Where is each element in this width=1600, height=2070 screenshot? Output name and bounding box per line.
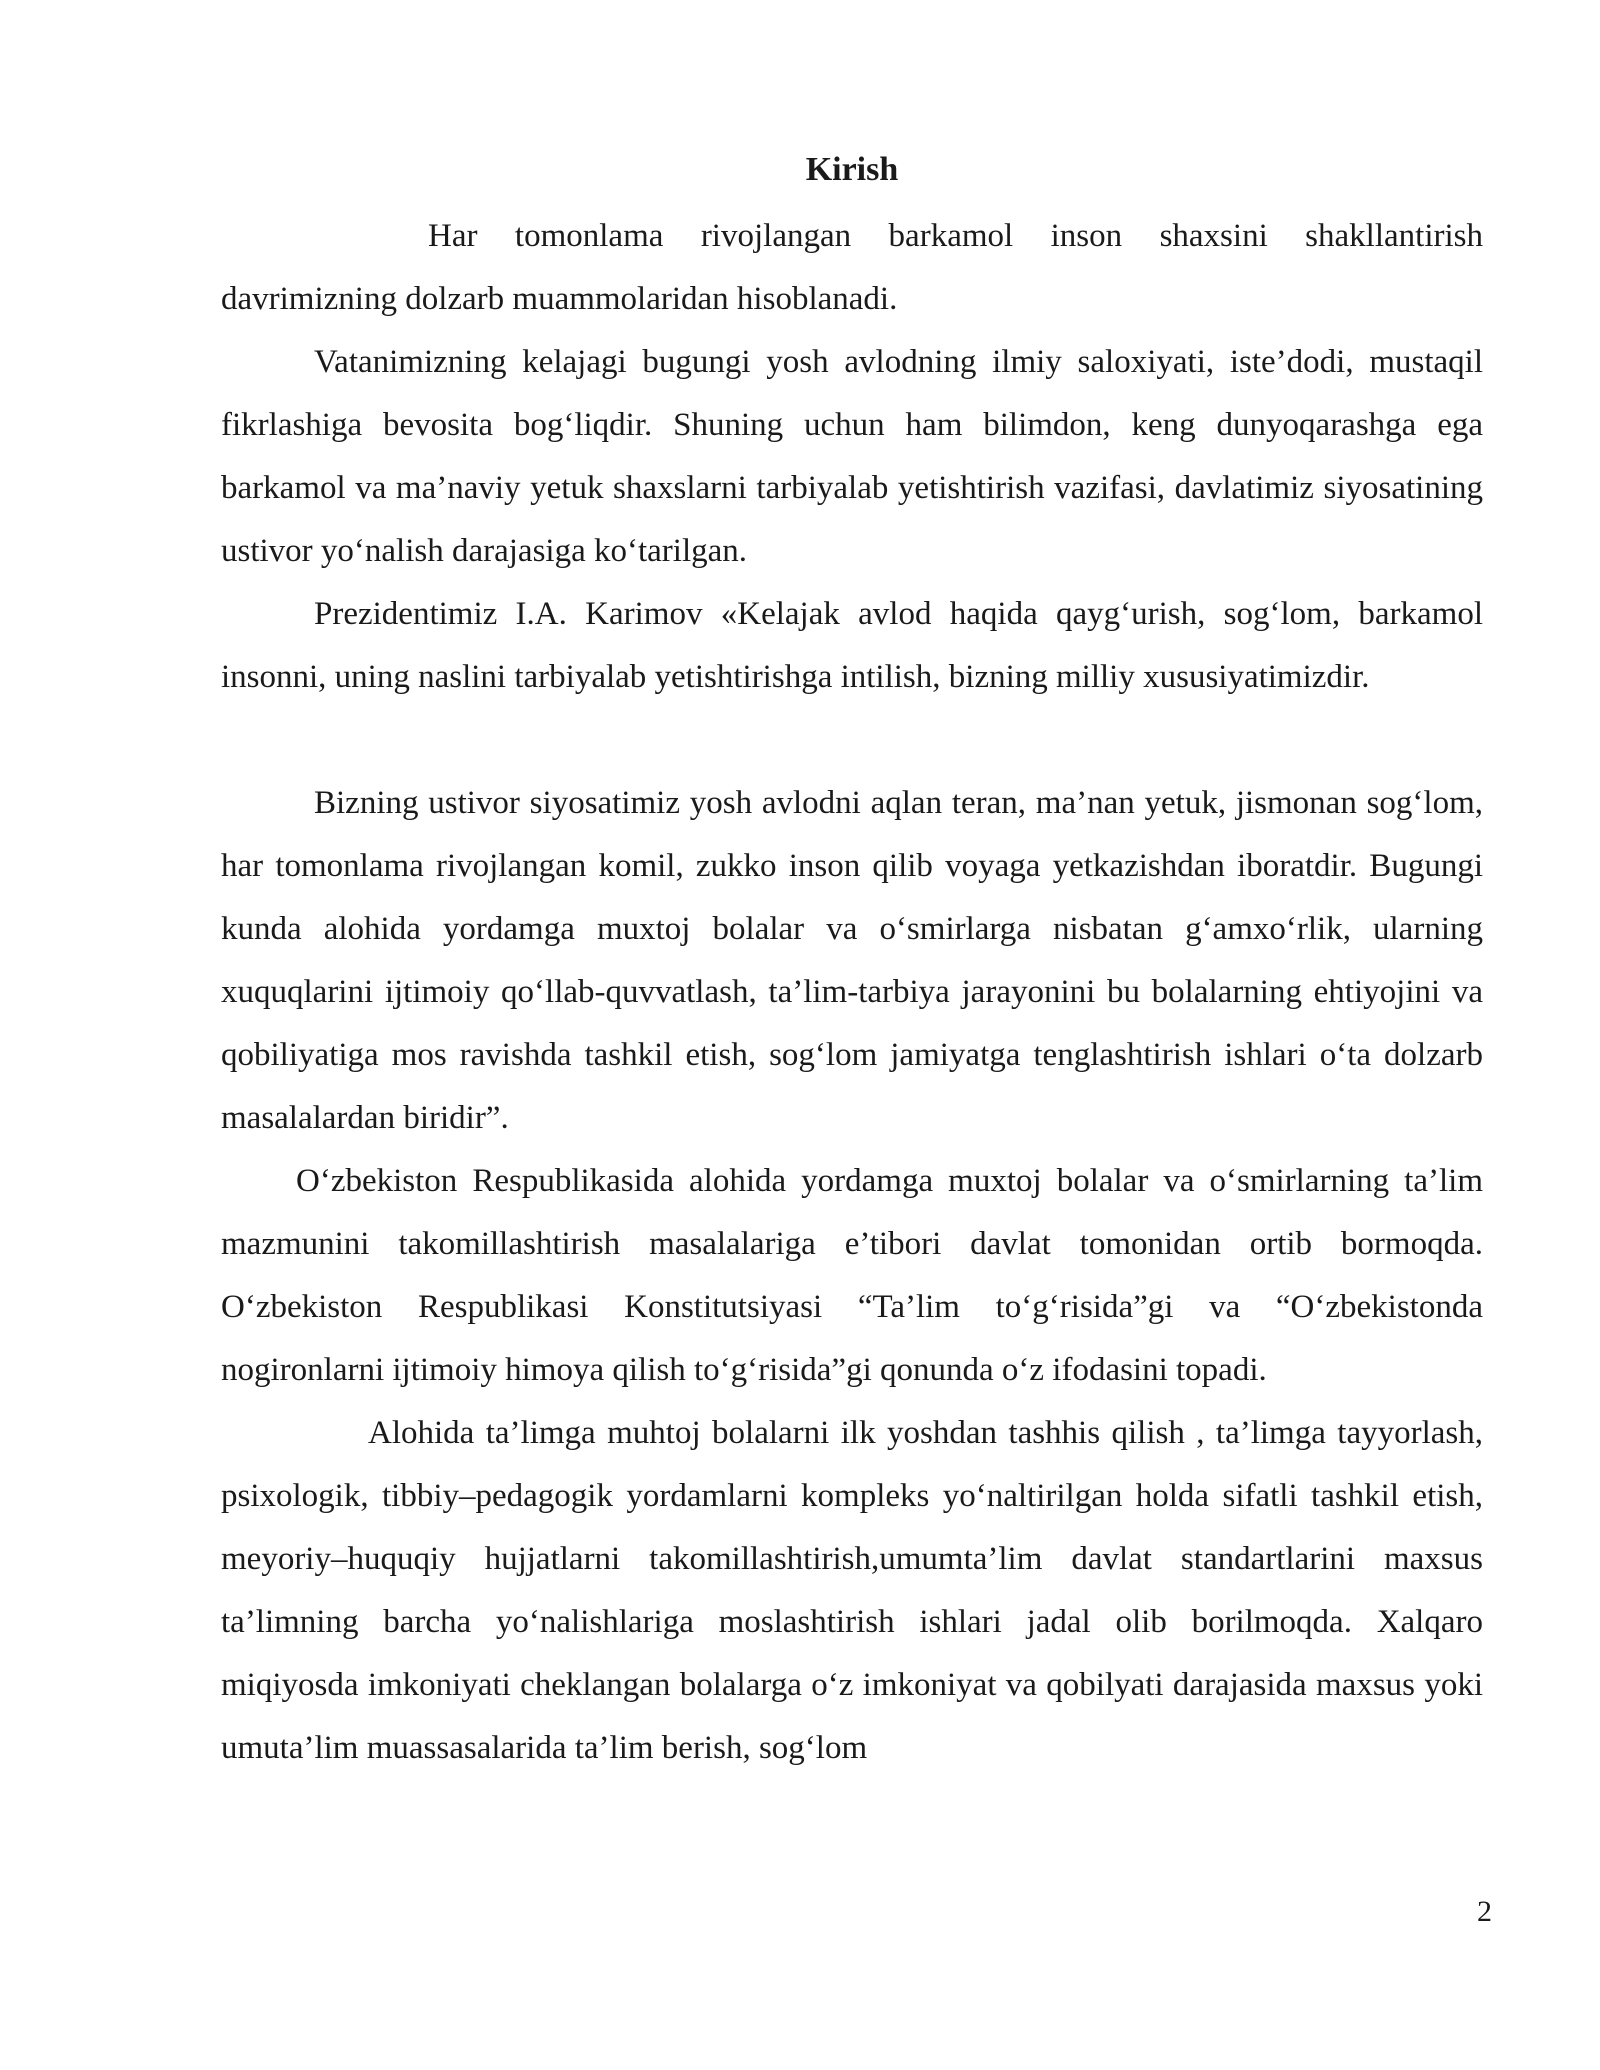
paragraph-6: Alohida ta’limga muhtoj bolalarni ilk yoshdan tashhis qilish , ta’limga tayyorlash, psixologik, tibbiy–pedagogik yordamlarni kompleks yo‘naltirilgan holda sifatli tashkil etish, meyoriy–huquqiy hujjatlarni takomillashtirish,umumta’lim davlat standartlarini maxsus ta’limning barcha yo‘nalishlariga moslashtirish ishlari jadal olib borilmoqda. Xalqaro miqiyosda imkoniyati cheklangan bolalarga o‘z imkoniyat va qobilyati darajasida maxsus yoki umuta’lim muassasalarida ta’lim berish, sog‘lom (221, 1415, 1483, 1766)
page-number: 2 (1477, 1895, 1492, 1928)
paragraph-2: Vatanimizning kelajagi bugungi yosh avlodning ilmiy saloxiyati, iste’dodi, mustaqil fikrlashiga bevosita bog‘liqdir. Shuning uchun ham bilimdon, keng dunyoqarashga ega barkamol va ma’naviy yetuk shaxslarni tarbiyalab yetishtirish vazifasi, davlatimiz siyosatining ustivor yo‘nalish darajasiga ko‘tarilgan. (221, 344, 1483, 569)
body-text (221, 205, 1483, 1780)
paragraph-5: O‘zbekiston Respublikasida alohida yordamga muxtoj bolalar va o‘smirlarning ta’lim mazmunini takomillashtirish masalalariga e’tibori davlat tomonidan ortib bormoqda. O‘zbekiston Respublikasi Konstitutsiyasi “Ta’lim to‘g‘risida”gi va “O‘zbekistonda nogironlarni ijtimoiy himoya qilish to‘g‘risida”gi qonunda o‘z ifodasini topadi. (221, 1163, 1483, 1388)
paragraph-1: Har tomonlama rivojlangan barkamol inson shaxsini shakllantirish davrimizning dolzarb muammolaridan hisoblanadi. (221, 218, 1483, 317)
page-title: Kirish (805, 151, 899, 188)
paragraph-4: Bizning ustivor siyosatimiz yosh avlodni aqlan teran, ma’nan yetuk, jismonan sog‘lom, har tomonlama rivojlangan komil, zukko inson qilib voyaga yetkazishdan iboratdir. Bugungi kunda alohida yordamga muxtoj bolalar va o‘smirlarga nisbatan g‘amxo‘rlik, ularning xuquqlarini ijtimoiy qo‘llab-quvvatlash, ta’lim-tarbiya jarayonini bu bolalarning ehtiyojini va qobiliyatiga mos ravishda tashkil etish, sog‘lom jamiyatga tenglashtirish ishlari o‘ta dolzarb masalalardan biridir”. (221, 785, 1483, 1136)
paragraph-3: Prezidentimiz I.A. Karimov «Kelajak avlod haqida qayg‘urish, sog‘lom, barkamol insonni, uning naslini tarbiyalab yetishtirishga intilish, bizning milliy xususiyatimizdir. (221, 596, 1483, 695)
